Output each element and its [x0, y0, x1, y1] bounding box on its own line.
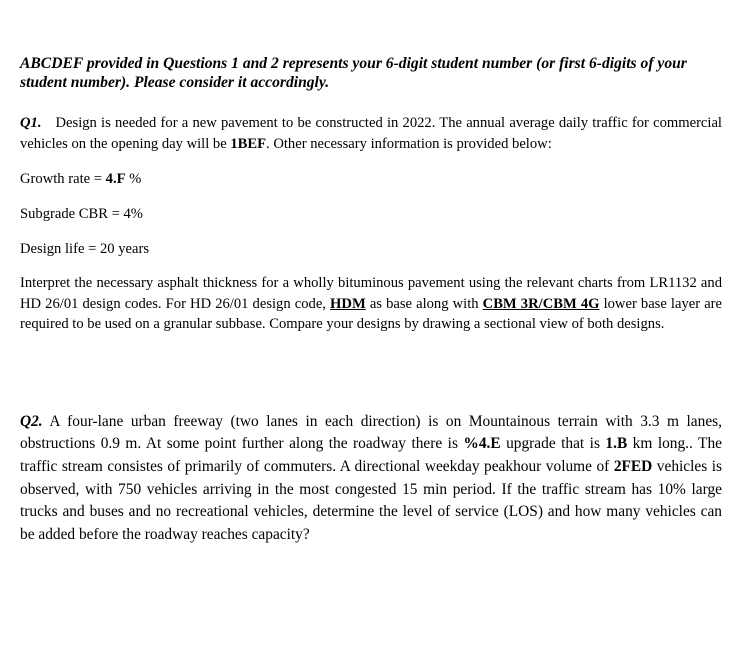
- q2-text-1: A four-lane urban freeway (two lanes in each direction) is on Mountainous terrain with 3.3 m lanes, obstructions 0.9 m. At some point further along the roadway there is: [20, 412, 722, 453]
- q2-text-3: km long.. The traffic stream consistes of primarily of commuters. A directional weekday peakhour volume of: [20, 435, 722, 475]
- subgrade-cbr-line: Subgrade CBR = 4%: [20, 206, 143, 222]
- design-life-line: Design life = 20 years: [20, 241, 149, 257]
- q2-grade-value: %4.E: [463, 435, 501, 453]
- interp-text-1: Interpret the necessary asphalt thickness for a wholly bituminous pavement using the relevant charts from LR1132 and HD 26/01 design codes. For HD 26/01 design code,: [20, 275, 722, 312]
- q1-aadt-value: 1BEF: [230, 135, 267, 152]
- q2-text-4: vehicles is observed, with 750 vehicles arriving in the most congested 15 min period. If the traffic stream has 10% large trucks and buses and no recreational vehicles, determine the level of service (LOS) and how many vehicles can be added before the roadway reaches capacity?: [20, 457, 722, 544]
- growth-rate-label: Growth rate =: [20, 171, 106, 187]
- interp-text-2: as base along with: [365, 295, 483, 312]
- document-page: [20, 54, 722, 547]
- question-2: [20, 411, 722, 547]
- cbm-term: CBM 3R/CBM 4G: [482, 295, 600, 312]
- intro-note: ABCDEF provided in Questions 1 and 2 represents your 6-digit student number (or first 6-digits of your student number). Please consider it accordingly.: [20, 55, 687, 91]
- question-1-intro: [20, 113, 722, 154]
- question-1-label: Q1.: [20, 115, 42, 131]
- growth-rate-value: 4.F: [105, 171, 126, 187]
- interp-text-3: lower base layer are required to be used on a granular subbase. Compare your designs by drawing a sectional view of both designs.: [20, 295, 723, 332]
- q1-text-2: . Other necessary information is provided below:: [266, 135, 552, 152]
- question-2-label: Q2.: [20, 412, 43, 430]
- q2-text-2: upgrade that is: [500, 435, 606, 453]
- growth-rate-unit: %: [125, 171, 142, 187]
- q2-length-value: 1.B: [605, 435, 628, 453]
- growth-rate-line: [20, 169, 722, 189]
- q1-text-1: Design is needed for a new pavement to be constructed in 2022. The annual average daily traffic for commercial vehicles on the opening day will be: [20, 115, 722, 152]
- hdm-term: HDM: [330, 295, 366, 312]
- q2-volume-value: 2FED: [613, 457, 653, 475]
- question-1-instructions: [20, 273, 722, 335]
